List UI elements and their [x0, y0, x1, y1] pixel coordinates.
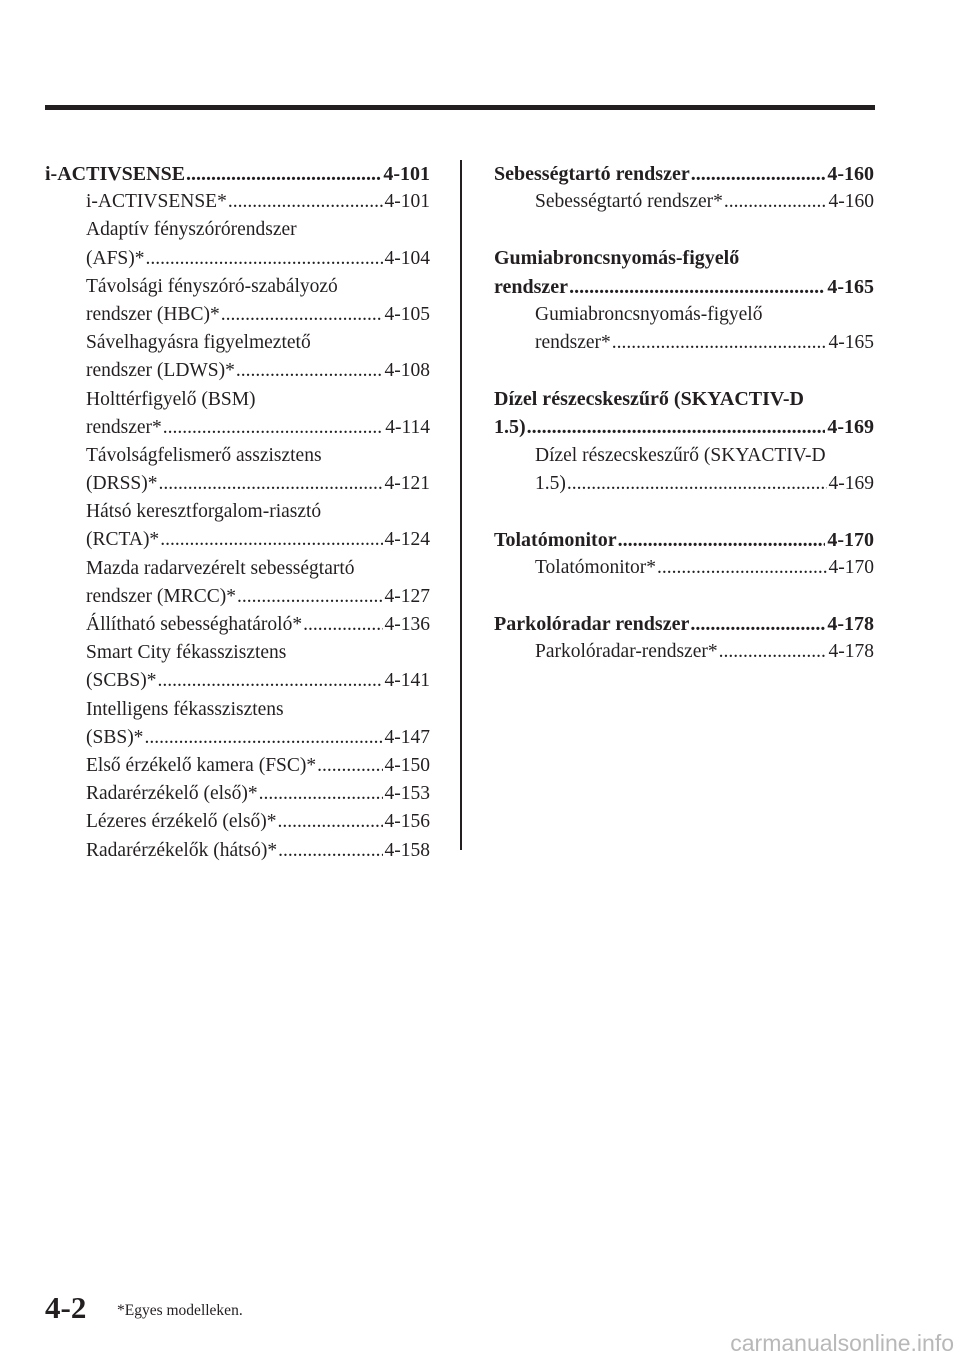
toc-section-heading[interactable]	[45, 160, 430, 188]
toc-entry-title: (AFS)*	[86, 247, 145, 269]
toc-entry[interactable]	[45, 752, 430, 780]
toc-entry-title: Intelligens fékasszisztens	[86, 698, 284, 720]
dot-leader	[236, 357, 383, 385]
toc-entry[interactable]	[494, 329, 874, 357]
toc-entry-title: i-ACTIVSENSE*	[86, 191, 227, 213]
toc-page-ref: 4-169	[827, 416, 874, 439]
toc-entry	[45, 386, 430, 414]
toc-entry-title: (SBS)*	[86, 726, 144, 748]
toc-entry[interactable]	[45, 583, 430, 611]
toc-page-ref: 4-141	[384, 670, 430, 692]
toc-page-ref: 4-153	[384, 783, 430, 805]
dot-leader	[144, 724, 382, 752]
toc-page-ref: 4-147	[384, 726, 430, 748]
dot-leader	[719, 638, 827, 666]
dot-leader	[657, 554, 826, 582]
dot-leader	[691, 160, 826, 188]
toc-page-ref: 4-170	[827, 528, 874, 551]
toc-right-column	[494, 160, 874, 667]
toc-entry-title: Gumiabroncsnyomás-figyelő	[535, 303, 763, 325]
toc-entry	[45, 442, 430, 470]
toc-entry[interactable]	[45, 808, 430, 836]
dot-leader	[163, 414, 383, 442]
toc-page-ref: 4-101	[384, 191, 430, 213]
toc-section-heading[interactable]	[494, 160, 874, 188]
right-column-spacer	[494, 498, 874, 526]
right-column-spacer	[494, 582, 874, 610]
toc-entry-title: Sebességtartó rendszer*	[535, 191, 723, 213]
toc-entry-title: Távolsági fényszóró-szabályozó	[86, 275, 338, 297]
toc-entry[interactable]	[45, 526, 430, 554]
toc-entry-title: rendszer (LDWS)*	[86, 360, 235, 382]
dot-leader	[612, 329, 827, 357]
dot-leader	[159, 470, 383, 498]
toc-entry-title: Radarérzékelő (első)*	[86, 783, 258, 805]
toc-entry[interactable]	[45, 837, 430, 865]
toc-page-ref: 4-169	[828, 472, 874, 494]
toc-page-ref: 4-105	[384, 303, 430, 325]
toc-entry-title: i-ACTIVSENSE	[45, 163, 186, 185]
toc-page-ref: 4-165	[827, 275, 874, 298]
toc-entry	[45, 555, 430, 583]
toc-entry[interactable]	[45, 414, 430, 442]
toc-entry-title: rendszer*	[86, 416, 162, 438]
right-column-spacer	[494, 357, 874, 385]
toc-entry[interactable]	[494, 638, 874, 666]
toc-section-heading[interactable]	[494, 273, 874, 301]
toc-section-heading[interactable]	[494, 610, 874, 638]
toc-page-ref: 4-124	[384, 529, 430, 551]
dot-leader	[259, 780, 383, 808]
dot-leader	[278, 837, 382, 865]
watermark-text: carmanualsonline.info	[730, 1330, 954, 1356]
toc-entry[interactable]	[45, 724, 430, 752]
toc-entry-title: Állítható sebességhatároló*	[86, 614, 303, 635]
toc-entry	[45, 696, 430, 724]
toc-entry-title: Holttérfigyelő (BSM)	[86, 388, 256, 410]
page-number: 4-2	[45, 1290, 87, 1325]
toc-entry-title: Lézeres érzékelő (első)*	[86, 811, 277, 833]
toc-entry-title: Sebességtartó rendszer	[494, 163, 690, 185]
toc-page-ref: 4-121	[384, 473, 430, 495]
toc-entry-title: Hátsó keresztforgalom-riasztó	[86, 501, 322, 523]
toc-entry[interactable]	[45, 188, 430, 216]
toc-entry[interactable]	[494, 188, 874, 216]
toc-page-ref: 4-160	[828, 191, 874, 213]
toc-entry	[494, 442, 874, 470]
toc-entry-title: Parkolóradar-rendszer*	[535, 641, 718, 663]
toc-section-heading[interactable]	[494, 526, 874, 554]
toc-entry	[45, 216, 430, 244]
toc-page-ref: 4-104	[384, 247, 430, 269]
toc-page-ref: 4-170	[828, 557, 874, 579]
toc-entry-title: rendszer (MRCC)*	[86, 585, 237, 607]
toc-entry[interactable]	[45, 667, 430, 695]
toc-entry-title: Adaptív fényszórórendszer	[86, 219, 297, 241]
toc-page-ref: 4-127	[384, 585, 430, 607]
toc-entry[interactable]	[45, 780, 430, 808]
dot-leader	[724, 188, 827, 216]
toc-entry-title: Sávelhagyásra figyelmeztető	[86, 332, 311, 354]
toc-entry-title: Első érzékelő kamera (FSC)*	[86, 754, 317, 776]
toc-entry-title: Tolatómonitor*	[535, 557, 657, 579]
toc-entry[interactable]	[45, 245, 430, 273]
dot-leader	[569, 273, 825, 301]
toc-entry-title: rendszer	[494, 275, 569, 298]
toc-entry-title: Dízel részecskeszűrő (SKYACTIV-D	[535, 444, 826, 466]
toc-page-ref: 4-101	[383, 163, 430, 185]
toc-entry-title: Távolságfelismerő asszisztens	[86, 444, 322, 466]
toc-entry[interactable]	[45, 301, 430, 329]
toc-entry[interactable]	[45, 470, 430, 498]
toc-entry	[45, 273, 430, 301]
toc-page-ref: 4-156	[384, 811, 430, 833]
dot-leader	[160, 526, 382, 554]
dot-leader	[186, 160, 381, 188]
dot-leader	[146, 245, 383, 273]
toc-entry-title: rendszer*	[535, 331, 611, 353]
toc-entry	[45, 498, 430, 526]
toc-entry-title: rendszer (HBC)*	[86, 303, 220, 325]
toc-page-ref: 4-178	[827, 613, 874, 636]
toc-entry[interactable]	[45, 357, 430, 385]
toc-entry	[45, 329, 430, 357]
toc-entry-title: Radarérzékelők (hátsó)*	[86, 839, 278, 861]
dot-leader	[237, 583, 382, 611]
toc-entry-title: (DRSS)*	[86, 473, 158, 495]
column-divider	[460, 160, 462, 850]
toc-section-heading	[494, 244, 874, 272]
toc-page-ref: 4-158	[384, 839, 430, 861]
right-column-spacer	[494, 216, 874, 244]
footnote: *Egyes modelleken.	[117, 1302, 243, 1319]
toc-page-ref: 4-108	[384, 360, 430, 382]
dot-leader	[618, 526, 826, 554]
toc-entry-title: Mazda radarvezérelt sebességtartó	[86, 557, 355, 579]
toc-page-ref: 4-178	[828, 641, 874, 663]
dot-leader	[278, 808, 383, 836]
dot-leader	[317, 752, 382, 780]
toc-section-heading	[494, 385, 874, 413]
dot-leader	[221, 301, 383, 329]
header-rule	[45, 105, 875, 110]
dot-leader	[527, 413, 826, 441]
toc-entry-title: 1.5)	[535, 472, 566, 494]
toc-entry	[494, 301, 874, 329]
toc-entry-title: Gumiabroncsnyomás-figyelő	[494, 247, 740, 270]
toc-page-ref: 4-150	[384, 754, 430, 776]
toc-page-ref: 4-165	[828, 331, 874, 353]
dot-leader	[303, 611, 382, 639]
toc-entry[interactable]	[45, 611, 430, 639]
dot-leader	[690, 610, 825, 638]
toc-entry-title: (RCTA)*	[86, 529, 160, 551]
toc-entry[interactable]	[494, 470, 874, 498]
toc-entry-title: Smart City fékasszisztens	[86, 642, 287, 664]
toc-section-heading[interactable]	[494, 413, 874, 441]
dot-leader	[157, 667, 382, 695]
toc-entry-title: Tolatómonitor	[494, 528, 617, 551]
toc-entry-title: 1.5)	[494, 416, 526, 439]
toc-entry[interactable]	[494, 554, 874, 582]
toc-left-column	[45, 160, 430, 865]
toc-entry	[45, 639, 430, 667]
toc-page-ref: 4-114	[385, 416, 430, 438]
toc-entry-title: (SCBS)*	[86, 670, 157, 692]
toc-page-ref: 4-160	[827, 163, 874, 185]
toc-page-ref: 4-136	[384, 614, 430, 635]
dot-leader	[228, 188, 383, 216]
toc-entry-title: Dízel részecskeszűrő (SKYACTIV-D	[494, 388, 804, 411]
toc-entry-title: Parkolóradar rendszer	[494, 613, 690, 636]
dot-leader	[567, 470, 827, 498]
